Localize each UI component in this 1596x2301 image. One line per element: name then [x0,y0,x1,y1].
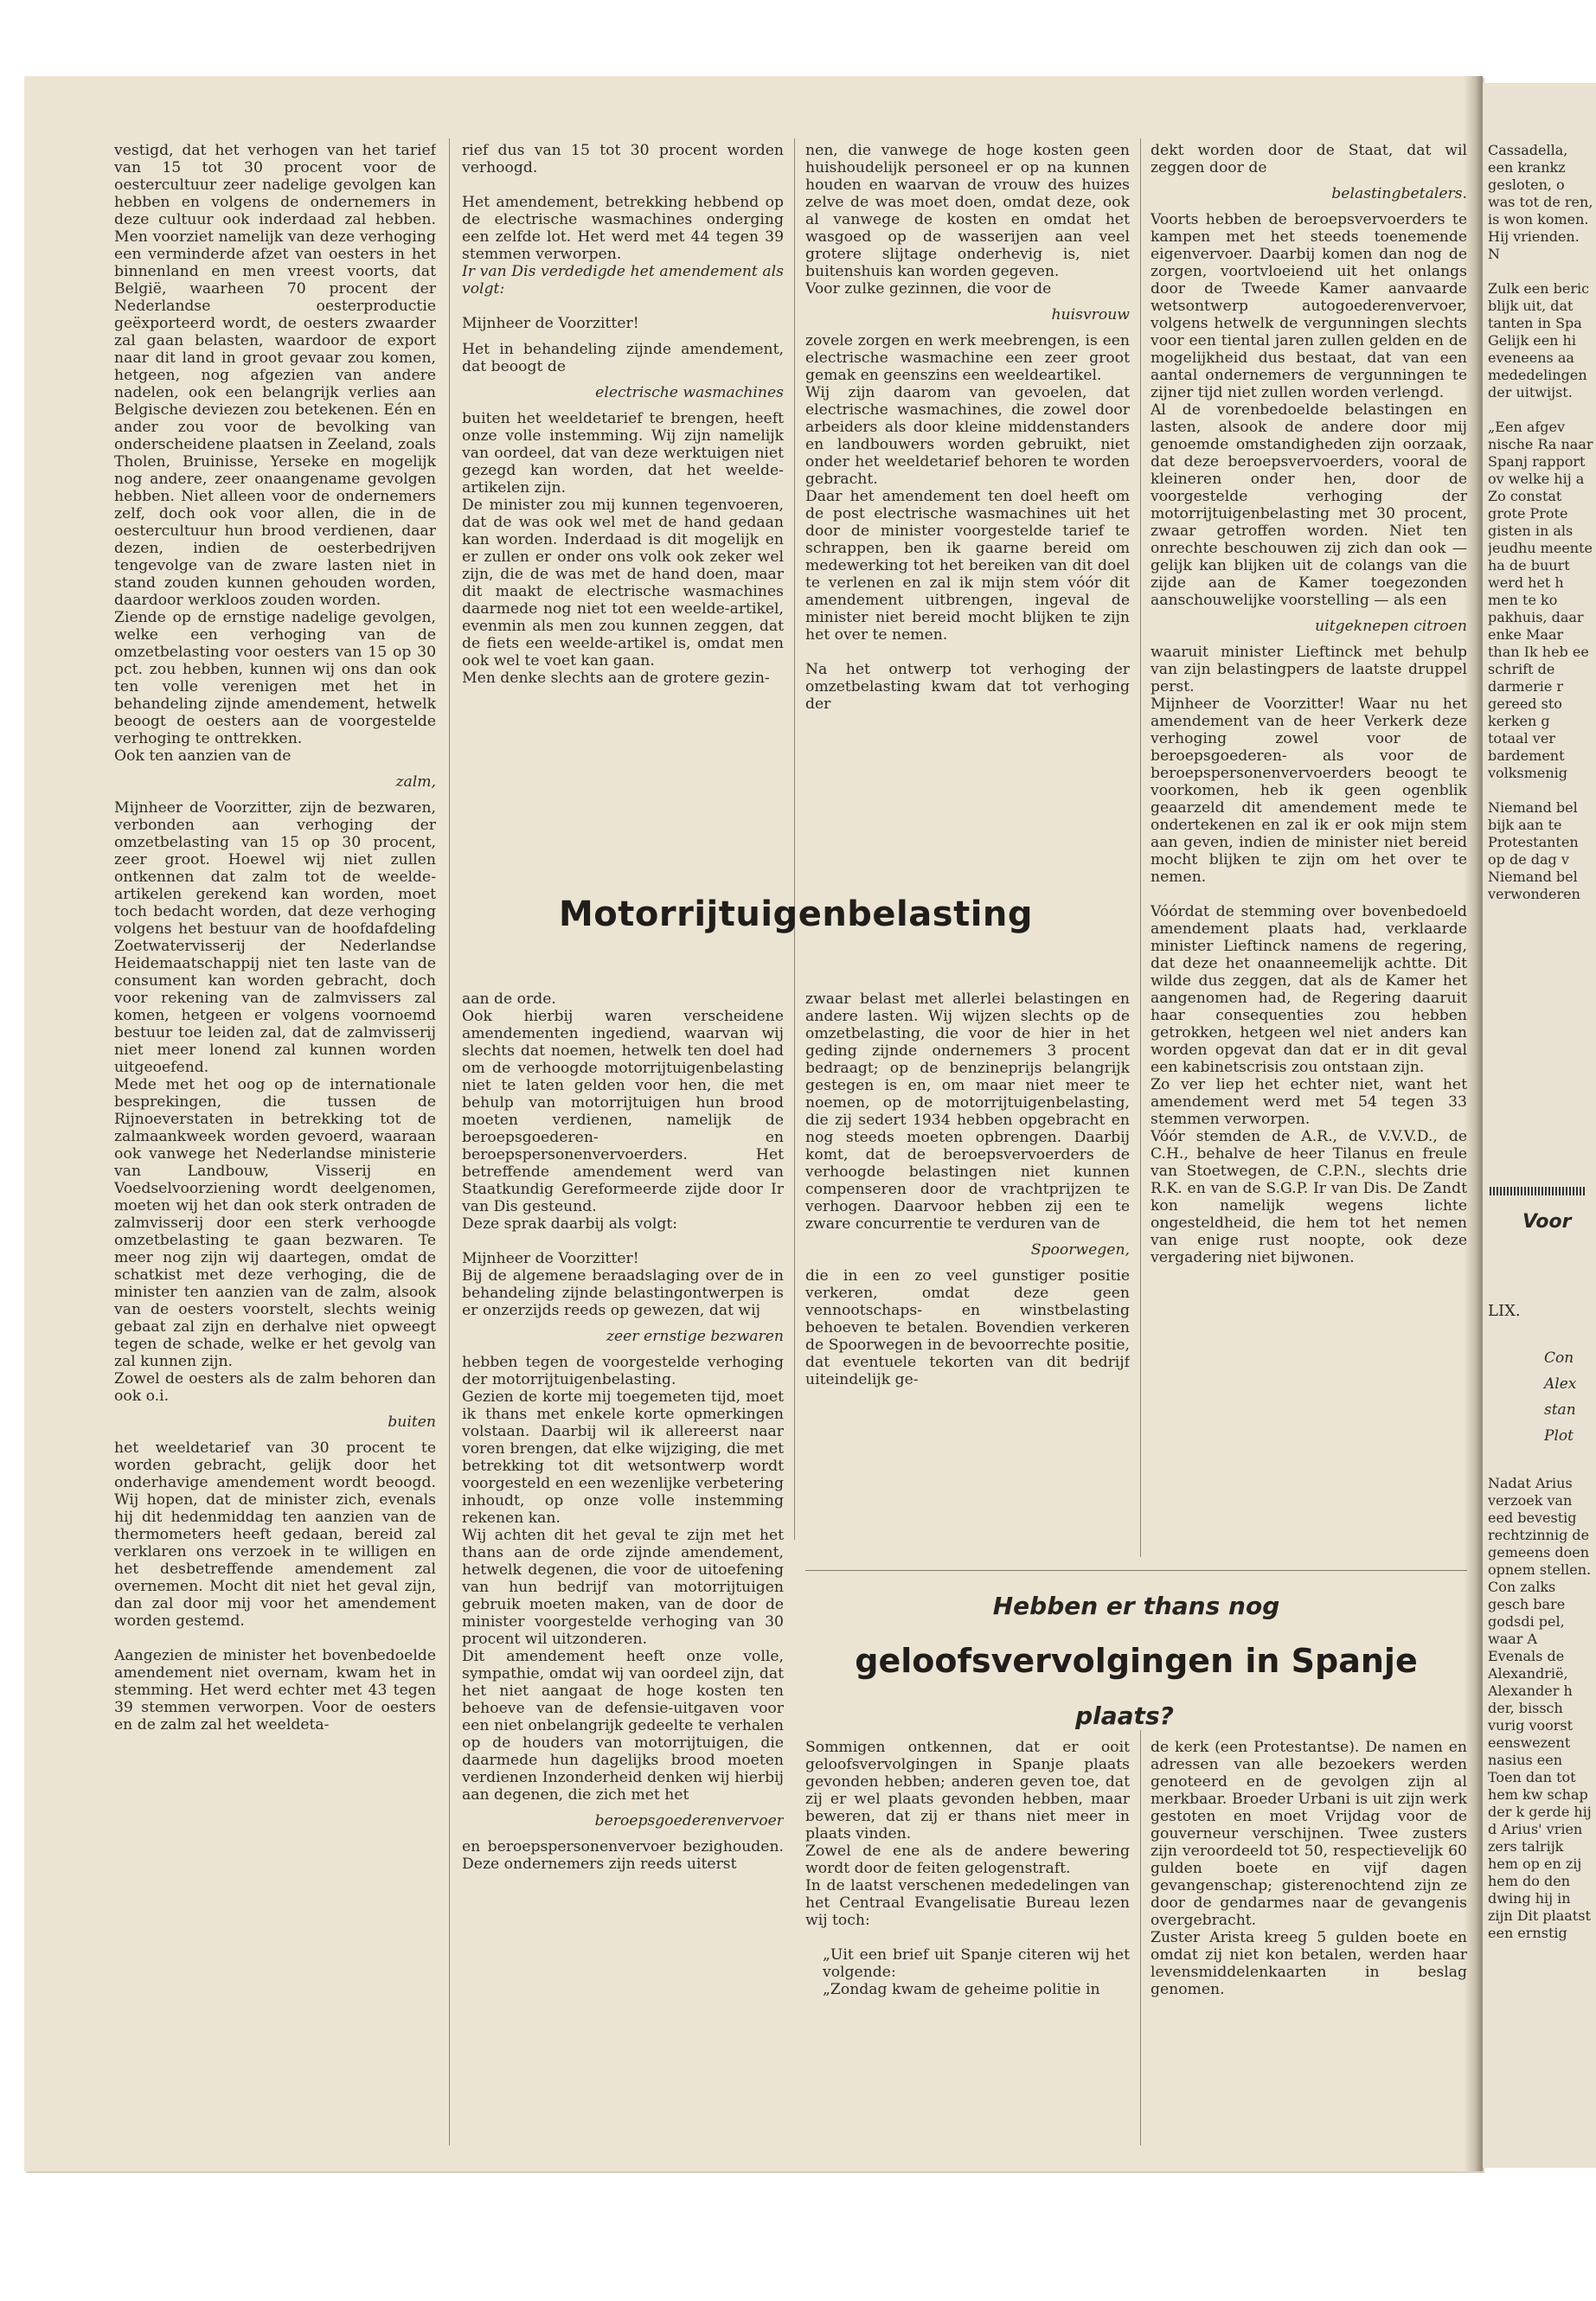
paragraph: Mijnheer de Voorzitter! [462,315,639,332]
adjacent-column-top [1488,142,1593,1163]
paragraph: hebben tegen de voorgestelde verhoging der motorrijtuigenbelasting. [462,1354,784,1388]
paragraph: Mijnheer de Voorzitter! Waar nu het amendement van de heer Verkerk deze verhoging zowel voor de beroepsgoederen- als voor de beroepspersonenvervoerders beoogt te voorkomen, heb ik geen ogenblik geaarzeld dit amendement mede te ondertekenen en zal ik er ook mijn stem aan geven, indien de minister niet bereid mocht blijken te zijn om het over te nemen. [1151,695,1467,886]
spanje-column-2 [1151,1739,1467,2154]
paragraph: Niemand bel bijk aan te Protestanten op de dag v Niemand bel verwonderen [1488,799,1580,902]
adjacent-heading-titles: Con Alex stan Plot [1544,1349,1577,1445]
paragraph: dekt worden door de Staat, dat wil zeggen door de [1151,142,1467,176]
headline-spanje-main: geloofsvervolgingen in Spanje [855,1642,1418,1680]
article-column-1 [114,142,436,2157]
paragraph: De minister zou mij kunnen tegenvoeren, dat de was ook wel met de hand gedaan kan worden. Inderdaad is dit mogelijk en er zullen er onder ons volk ook zeker wel zijn, die de was met de hand doen, maar dit maakt de electrische wasmachines daarmede nog niet tot een weelde-artikel, evenmin als men zou kunnen zeggen, dat de fiets een weelde-artikel is, omdat men ook wel te voet kan gaan. [462,497,784,670]
headline-spanje-kicker: Hebben er thans nog [992,1592,1280,1620]
paragraph: Ir van Dis verdedigde het amendement als volgt: [462,263,784,298]
paragraph: die in een zo veel gunstiger positie verkeren, omdat deze geen vennootschaps- en winstbelasting behoeven te betalen. Bovendien verkeren de Spoorwegen in de bevoorrechte positie, dat eventuele tekorten van dit bedrijf uiteindelijk ge- [805,1267,1130,1388]
column-rule [794,969,795,1540]
paragraph: „Uit een brief uit Spanje citeren wij het volgende: [823,1946,1130,1981]
paragraph: „Een afgev nische Ra naar Spanj rapport ov welke hij a Zo constat grote Prote gisten in als jeudhu meente ha de buurt werd het h men te ko pakhuis, daar enke Maar than Ik heb ee schrift de darmerie r gereed sto kerken g totaal ver bardement volksmenig [1488,419,1593,781]
paragraph: Wij achten dit het geval te zijn met het thans aan de orde zijnde amendement, hetwelk degenen, die voor de uitoefening van hun bedrijf van motorrijtuigen gebruik moeten maken, van de door de minister voorgestelde verhoging van 30 procent wil uitzonderen. [462,1527,784,1648]
paragraph: „Zondag kwam de geheime politie in [823,1981,1100,1998]
paragraph: Het amendement, betrekking hebbend op de electrische wasmachines onderging een zelfde lot. Het werd met 44 tegen 39 stemmen verworpen. [462,194,784,263]
paragraph: Mede met het oog op de internationale besprekingen, die tussen de Rijnoeverstaten in betrekking tot de zalmaankweek worden gevoerd, waaraan ook vanwege het Nederlandse ministerie van Landbouw, Visserij en Voedselvoorziening wordt deelgenomen, moeten wij het dan ook sterk ontraden de zalmvisserij door een sterk verhoogde omzetbelasting te gaan bezwaren. Te meer nog zijn wij daartegen, omdat de schatkist met deze verhoging, die de minister ten aanzien van de zalm, alsook van de oesters voorstelt, slechts weinig gebaat zal zijn en derhalve niet opweegt tegen de schade, welke er het gevolg van zal kunnen zijn. [114,1076,436,1370]
headline-motorrijtuigenbelasting: Motorrijtuigenbelasting [558,894,1034,934]
paragraph: zovele zorgen en werk meebrengen, is een electrische wasmachine een zeer groot gemak en geenszins een weeldeartikel. [805,332,1130,384]
article-column-3-middle [805,990,1130,1531]
paragraph: nen, die vanwege de hoge kosten geen huishoudelijk personeel er op na kunnen houden en waarvan de vrouw des huizes zelve de was moet doen, omdat deze, ook al vanwege de kosten en omdat het wasgoed op de wasserijen aan veel grotere slijtage onderhevig is, niet buitenshuis kan worden gegeven. [805,142,1130,280]
paragraph: rief dus van 15 tot 30 procent worden verhoogd. [462,142,784,176]
keyword-heading: beroepsgoederenvervoer [594,1812,784,1830]
paragraph: Daar het amendement ten doel heeft om de post electrische wasmachines uit het door de minister voorgestelde tarief te schrappen, ben ik gaarne bereid om medewerking tot het bereiken van dit doel te verlenen en zal ik mijn stem vóór dit amendement uitbrengen, ingeval de minister niet bereid mocht blijken te zijn het over te nemen. [805,488,1130,644]
paragraph: Al de vorenbedoelde belastingen en lasten, alsook de andere door mij genoemde omstandigheden zijn oorzaak, dat deze beroepsvervoerders, vooral de kleineren onder hen, door de voorgestelde verhoging der motorrijtuigenbelasting met 30 procent, zwaar getroffen worden. Niet ten onrechte beschouwen zij zich dan ook — gelijk kan blijken uit de colangs van die zijde aan de Kamer toegezonden aanschouwelijke voorstelling — als een [1151,401,1467,609]
keyword-heading: buiten [388,1413,436,1431]
paragraph: Het in behandeling zijnde amendement, dat beoogt de [462,341,784,375]
adjacent-column-bottom [1488,1475,1593,2158]
paragraph: Vóór stemden de A.R., de V.V.V.D., de C.H., behalve de heer Tilanus en freule van Stoetwegen, de C.P.N., slechts drie R.K. en van de S.G.P. Ir van Dis. De Zandt kon namelijk wegens lichte ongesteldheid, die hem tot het nemen van enige rust noopte, ook deze vergadering niet bijwonen. [1151,1128,1467,1266]
paragraph: Bij de algemene beraadslaging over de in behandeling zijnde belastingontwerpen is er onzerzijds reeds op gewezen, dat wij [462,1267,784,1319]
paragraph: Nadat Arius verzoek van eed bevestig rechtzinnig de gemeens doen opnem stellen. Con zalks gesch bare godsdi pel, waar A Evenals de Alexandrië, Alexander h der, bissch vurig voorst eenswezent nasius een Toen dan tot hem kw schap der k gerde hij d Arius' vrien zers talrijk hem op en zij hem do den dwing hij in zijn Dit plaatst een ernstig [1488,1475,1592,1941]
paragraph: Dit amendement heeft onze volle, sympathie, omdat wij van oordeel zijn, dat het niet aangaat de hoge kosten ten behoeve van de defensie-uitgaven voor een niet onbelangrijk gedeelte te verhalen op de houders van motorrijtuigen, die daarmede hun dagelijks brood moeten verdienen Inzonderheid denken wij hierbij aan degenen, die zich met het [462,1648,784,1804]
paragraph: aan de orde. [462,990,556,1008]
paragraph: Zowel de ene als de andere bewering wordt door de feiten gelogenstraft. [805,1843,1130,1877]
column-rule [1140,1730,1141,2145]
article-column-2-top [462,142,784,874]
paragraph: Cassadella, een krankz gesloten, o was tot de ren, is won komen. Hij vrienden. N [1488,142,1593,262]
paragraph: Ook ten aanzien van de [114,747,292,765]
keyword-heading: zeer ernstige bezwaren [606,1328,784,1345]
keyword-heading: belastingbetalers. [1331,185,1467,202]
column-rule [1140,138,1141,1557]
paragraph: Ziende op de ernstige nadelige gevolgen, welke een verhoging van de omzetbelasting voor oesters van 15 op 30 pct. zou hebben, kunnen wij ons dan ook ten volle verenigen met het in behandeling zijnde amendement, hetwelk beoogt de oesters aan de voorgestelde verhoging te onttrekken. [114,609,436,747]
paragraph: Mijnheer de Voorzitter, zijn de bezwaren, verbonden aan verhoging der omzetbelasting van 15 op 30 procent, zeer groot. Hoewel wij niet zullen ontkennen dat zalm tot de weelde-artikelen gerekend kan worden, moet toch bedacht worden, dat deze verhoging volgens het bestuur van de hoofdafdeling Zoetwatervisserij der Nederlandse Heidemaatschappij niet ten laste van de consument kan worden gebracht, doch voor rekening van de zalmvissers zal komen, hetgeen er volgens voornoemd bestuur toe leiden zal, dat de zalmvisserij niet meer lonend zal kunnen worden uitgeoefend. [114,799,436,1076]
keyword-heading: electrische wasmachines [595,384,784,401]
paragraph: Deze sprak daarbij als volgt: [462,1215,678,1233]
paragraph: en beroepspersonenvervoer bezighouden. Deze ondernemers zijn reeds uiterst [462,1838,784,1873]
paragraph: Mijnheer de Voorzitter! [462,1250,639,1267]
paragraph: het weeldetarief van 30 procent te worden gebracht, gelijk door het onderhavige amendement wordt beoogd. Wij hopen, dat de minister zich, evenals hij dit hedenmiddag ten aanzien van de thermometers heeft gedaan, bereid zal verklaren ons verzoek in te willigen en het desbetreffende amendement zal overnemen. Mocht dit niet het geval zijn, dan zal door mij voor het amendement worden gestemd. [114,1439,436,1630]
paragraph: Vóórdat de stemming over bovenbedoeld amendement plaats had, verklaarde minister Lieftinck namens de regering, dat deze het onaanneemelijk achtte. Dit wilde dus zeggen, dat als de Kamer het aangenomen had, de Regering daaruit haar consequenties zou hebben getrokken, hetgeen wel niet anders kan worden opgevat dan dat er in dit geval een kabinetscrisis zou ontstaan zijn. [1151,903,1467,1076]
paragraph: Zulk een beric blijk uit, dat tanten in Spa Gelijk een hi eveneens aa mededelingen der uitwijst. [1488,280,1590,401]
article-column-4 [1151,142,1467,1561]
paragraph: waaruit minister Lieftinck met behulp van zijn belastingpers de laatste druppel perst. [1151,644,1467,695]
keyword-heading: uitgeknepen citroen [1315,618,1467,635]
paragraph: Sommigen ontkennen, dat er ooit geloofsvervolgingen in Spanje plaats gevonden hebben; anderen geven toe, dat zij er wel plaats gevonden hebben, maar beweren, dat zij er thans niet meer in plaats vinden. [805,1739,1130,1843]
paragraph: Voorts hebben de beroepsvervoerders te kampen met het steeds toenemende eigenvervoer. Daarbij komen dan nog de zorgen, voortvloeiend uit het onlangs door de Tweede Kamer aanvaarde wetsontwerp autogoederenvervoer, volgens hetwelk de vergunningen slechts voor een tiental jaren zullen gelden en de mogelijkheid dus bestaat, dat van een aantal ondernemers de vergunningen te zijner tijd niet zullen worden verlengd. [1151,211,1467,401]
paragraph: Zuster Arista kreeg 5 gulden boete en omdat zij niet kon betalen, werden haar levensmiddelenkaarten in beslag genomen. [1151,1929,1467,1998]
paragraph: Wij zijn daarom van gevoelen, dat electrische wasmachines, die zowel door arbeiders als door kleine middenstanders en landbouwers worden gebruikt, niet onder het weeldetarief behoren te worden gebracht. [805,384,1130,488]
paragraph: Gezien de korte mij toegemeten tijd, moet ik thans met enkele korte opmerkingen volstaan. Daarbij wil ik allereerst naar voren brengen, dat elke wijziging, die met betrekking tot dit wetsontwerp wordt voorgesteld en een wezenlijke verbetering inhoudt, op onze volle instemming rekenen kan. [462,1388,784,1527]
section-divider [805,1570,1467,1571]
paragraph: zwaar belast met allerlei belastingen en andere lasten. Wij wijzen slechts op de omzetbelasting, die voor de hier in het geding zijnde ondernemers 3 procent bedraagt; op de benzineprijs belangrijk gestegen is en, om maar niet meer te noemen, op de motorrijtuigenbelasting, die zij sedert 1934 hebben opgebracht en nog steeds moeten opbrengen. Daarbij komt, dat de beroepsvervoerders de verhoogde belastingen niet kunnen compenseren door de vrachtprijzen te verhogen. Daarvoor hebben zij een te zware concurrentie te verduren van de [805,990,1130,1233]
paragraph: Men denke slechts aan de grotere gezin- [462,670,770,687]
separator-ornament [1490,1187,1585,1195]
paragraph: buiten het weeldetarief te brengen, heeft onze volle instemming. Wij zijn namelijk van oordeel, dat van deze werktuigen niet gezegd kan worden, dat het weelde-artikelen zijn. [462,410,784,497]
adjacent-heading-lix: LIX. [1488,1302,1521,1320]
paragraph: de kerk (een Protestantse). De namen en adressen van alle bezoekers werden genoteerd en de gevolgen zijn al merkbaar. Broeder Urbani is uit zijn werk gestoten en moet Vrijdag voor de gouverneur verschijnen. Twee zusters zijn veroordeeld tot 50, respectievelijk 60 gulden boete en vijf dagen gevangenschap; gisterenochtend zijn ze door de gendarmes naar de gevangenis overgebracht. [1151,1739,1467,1929]
paragraph: In de laatst verschenen mededelingen van het Centraal Evangelisatie Bureau lezen wij toch: [805,1877,1130,1929]
keyword-heading: zalm, [395,773,436,791]
keyword-heading: huisvrouw [1051,306,1130,324]
paragraph: Zowel de oesters als de zalm behoren dan ook o.i. [114,1370,436,1405]
adjacent-heading-voor: Voor [1522,1211,1572,1233]
paragraph: Zo ver liep het echter niet, want het amendement werd met 54 tegen 33 stemmen verworpen. [1151,1076,1467,1128]
paragraph: Na het ontwerp tot verhoging der omzetbelasting kwam dat tot verhoging der [805,661,1130,713]
paragraph: Ook hierbij waren verscheidene amendementen ingediend, waarvan wij slechts dat noemen, hetwelk ten doel had om de verhoogde motorrijtuigenbelasting niet te laten gelden voor hen, die met behulp van motorrijtuigen hun brood moeten verdienen, namelijk de beroepsgoederen- en beroepspersonenvervoerders. Het betreffende amendement werd van Staatkundig Gereformeerde zijde door Ir van Dis gesteund. [462,1008,784,1215]
paragraph: vestigd, dat het verhogen van het tarief van 15 tot 30 procent voor de oestercultuur zeer nadelige gevolgen kan hebben en volgens de ondernemers in deze cultuur ook inderdaad zal hebben. Men voorziet namelijk van deze verhoging een verminderde afzet van oesters in het binnenland en men vreest voorts, dat België, waarheen 70 procent der Nederlandse oesterproductie geëxporteerd wordt, de oesters zwaarder zal gaan belasten, waardoor de export naar dit land in groot gevaar zou komen, hetgeen, nog afgezien van andere nadelen, ook een belangrijk verlies aan Belgische deviezen zou betekenen. Eén en ander zou voor de bevolking van onderscheidene plaatsen in Zeeland, zoals Tholen, Bruinisse, Yerseke en mogelijk nog andere, zeer onaangename gevolgen hebben. Niet alleen voor de ondernemers zelf, doch ook voor allen, die in de oestercultuur hun brood verdienen, daar dezen, indien de oesterbedrijven tengevolge van de zware lasten niet in stand zouden kunnen gehouden worden, daardoor werkloos zouden worden. [114,142,436,609]
keyword-heading: Spoorwegen, [1030,1241,1130,1259]
paragraph: Aangezien de minister het bovenbedoelde amendement niet overnam, kwam het in stemming. Het werd echter met 43 tegen 39 stemmen verworpen. Voor de oesters en de zalm zal het weeldeta- [114,1647,436,1734]
column-rule [449,138,450,2145]
spanje-column-1 [805,1739,1130,2154]
article-column-3-top [805,142,1130,874]
paragraph: Voor zulke gezinnen, die voor de [805,280,1052,298]
headline-spanje-tail: plaats? [1075,1702,1174,1730]
article-column-2-bottom [462,990,784,2154]
